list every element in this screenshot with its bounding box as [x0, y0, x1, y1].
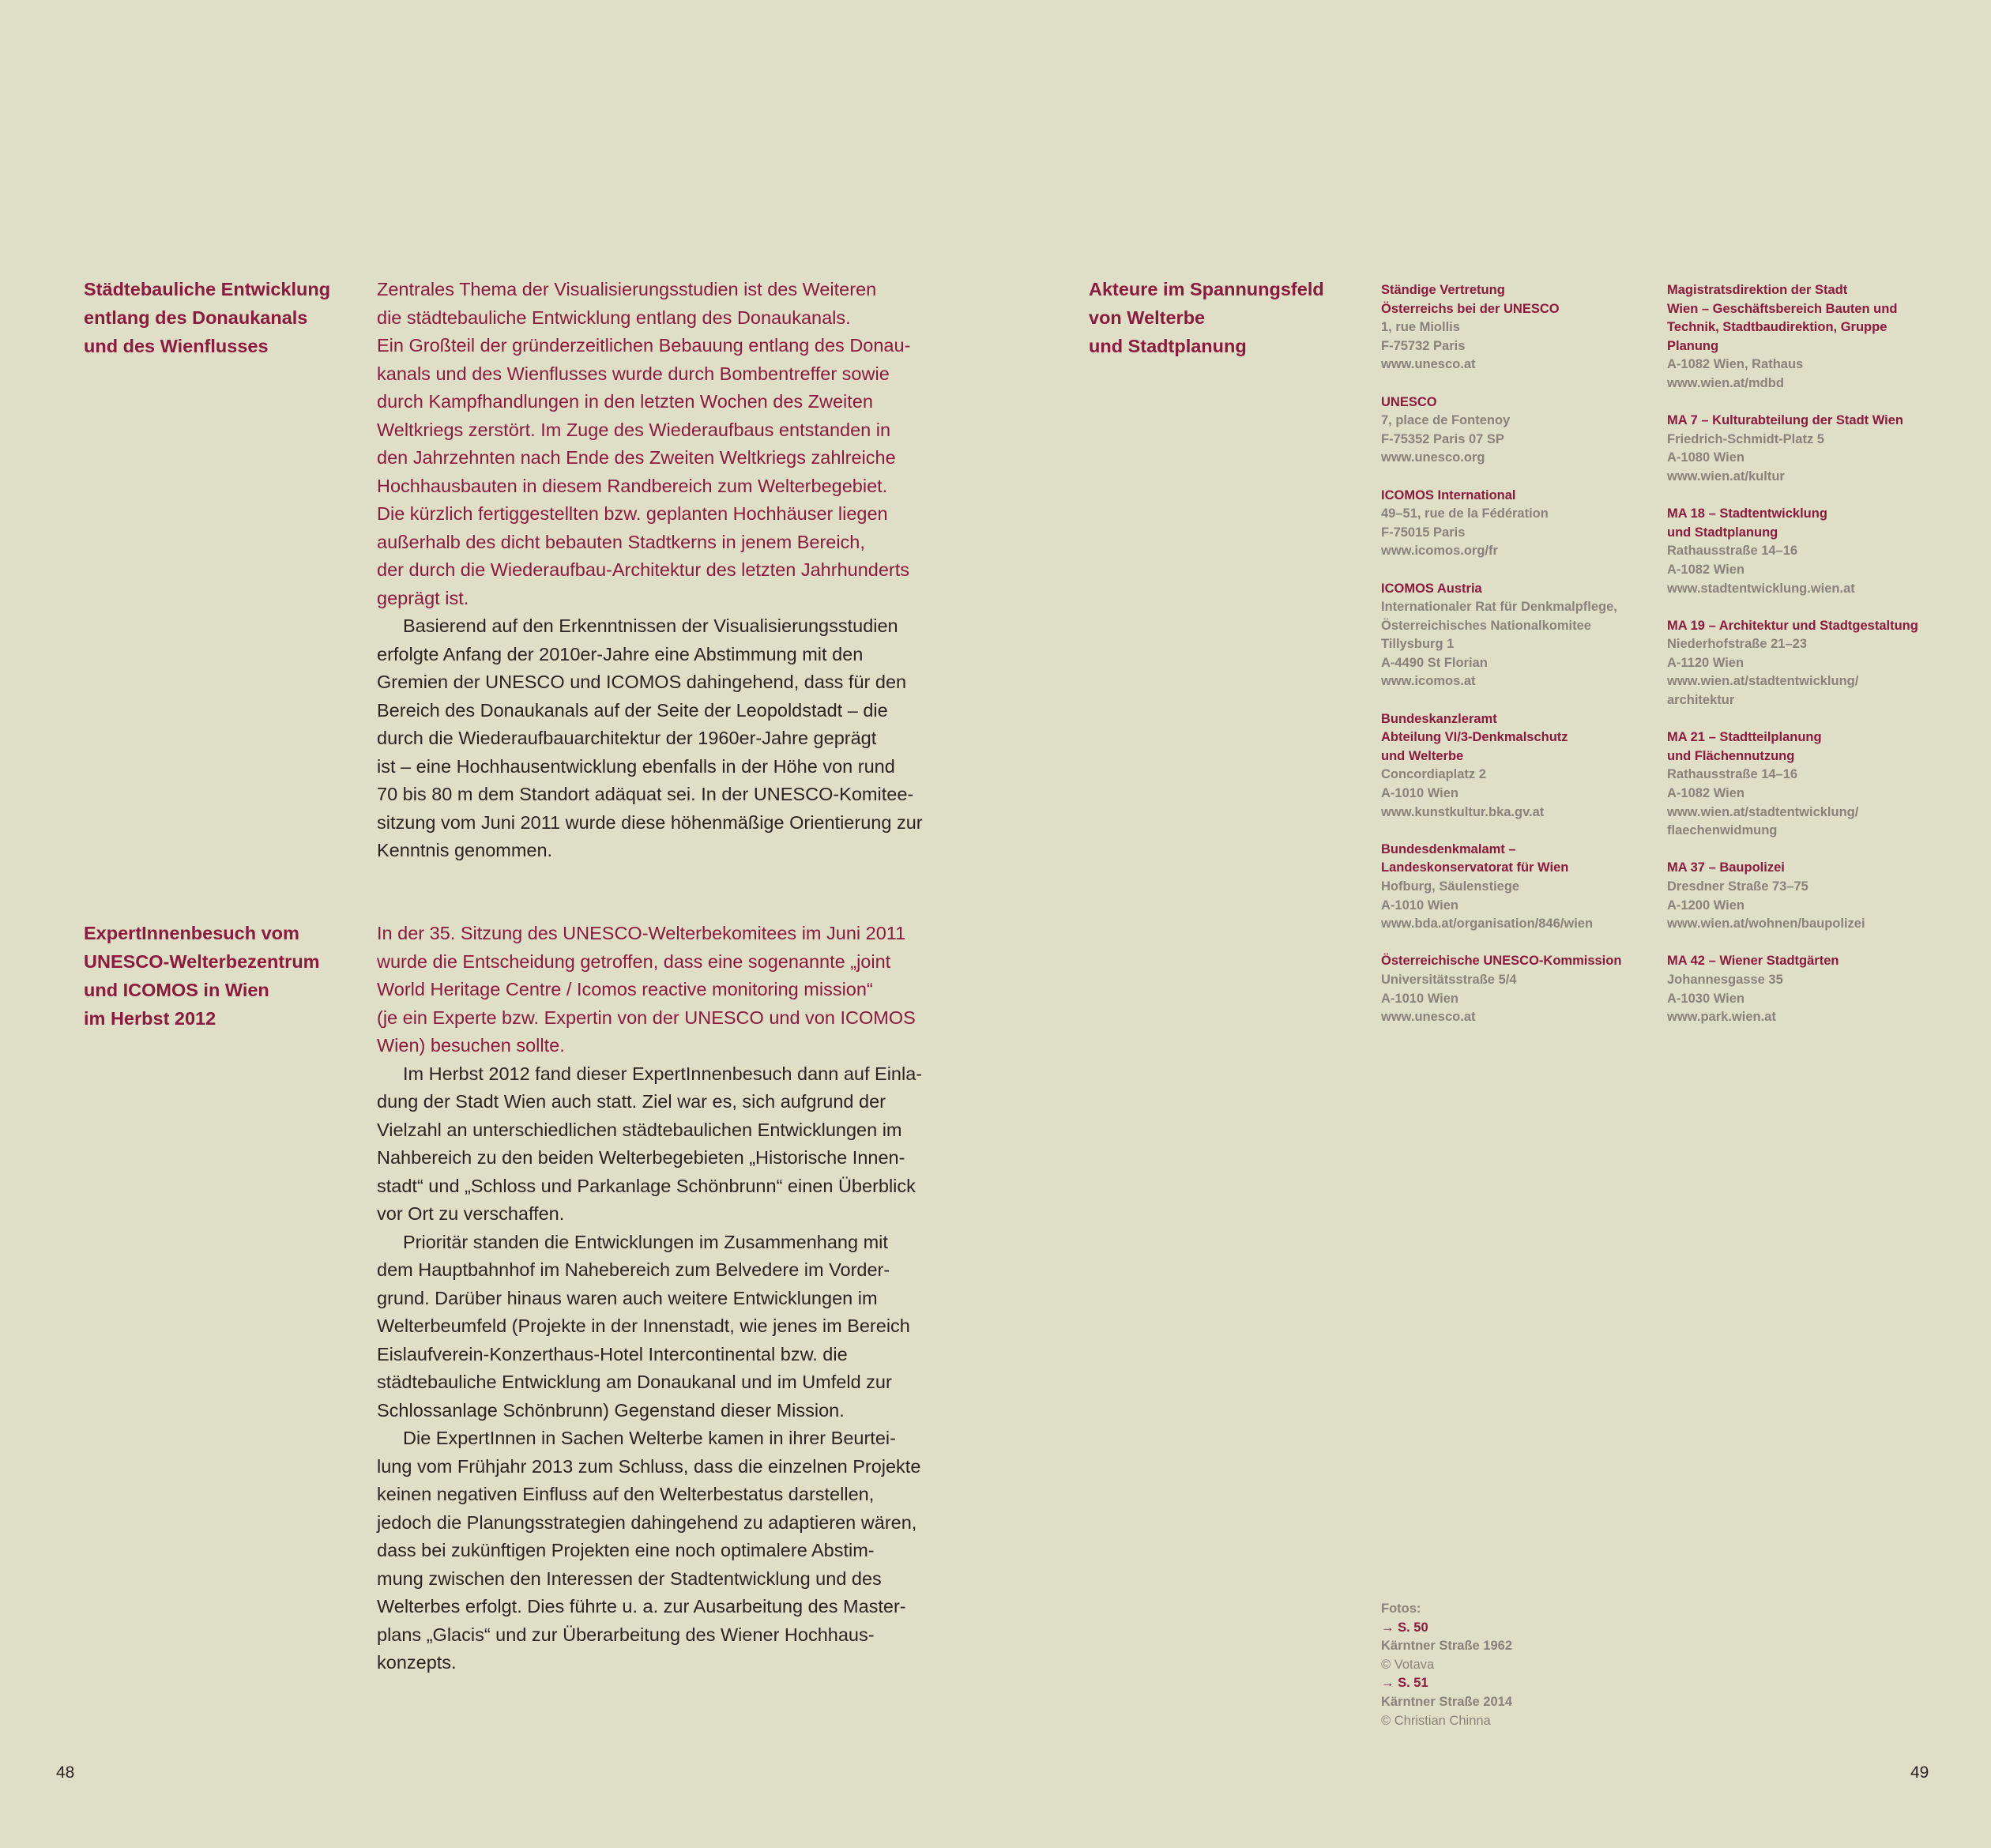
section2-paragraph-1: Im Herbst 2012 fand dieser ExpertInnenbesuch dann auf Einla- dung der Stadt Wien auch statt. Ziel war es, sich aufgrund der Vielzahl an unterschiedlichen städtebaulichen Entwicklungen im Nahbereich zu den beiden Welterbegebieten „Historische Innen- stadt“ und „Schloss und Parkanlage Schönbrunn“ einen Überblick vor Ort zu verschaffen. [377, 1063, 923, 1224]
arrow-right-icon: → [1381, 1676, 1398, 1691]
contacts-column-1 [1381, 281, 1621, 1027]
section2-intro: In der 35. Sitzung des UNESCO-Welterbekomitees im Juni 2011 wurde die Entscheidung getroffen, dass eine sogenannte „joint World Heritage Centre / Icomos reactive monitoring mission“ (je ein Experte bzw. Expertin von der UNESCO und von ICOMOS Wien) besuchen sollte. [377, 923, 916, 1056]
contact-entry: ICOMOS International 49–51, rue de la Fédération F-75015 Paris www.icomos.org/fr [1381, 487, 1621, 561]
contact-entry: Bundeskanzleramt Abteilung VI/3-Denkmalschutz und Welterbe Concordiaplatz 2 A-1010 Wien www.kunstkultur.bka.gv.at [1381, 710, 1621, 822]
contacts-column-2 [1667, 281, 1918, 1027]
contact-link[interactable]: www.unesco.at [1381, 357, 1476, 372]
credit-ref[interactable]: → S. 51 [1381, 1676, 1428, 1691]
contact-link[interactable]: www.park.wien.at [1667, 1010, 1776, 1025]
photo-credits: Fotos: → S. 50 Kärntner Straße 1962 © Votava → S. 51 Kärntner Straße 2014 © Christian Chinna [1381, 1601, 1512, 1728]
actors-heading: Akteure im Spannungsfeld von Welterbe und Stadtplanung [1089, 279, 1324, 356]
contact-entry: MA 19 – Architektur und Stadtgestaltung Niederhofstraße 21–23 A-1120 Wien www.wien.at/stadtentwicklung/ architektur [1667, 618, 1918, 708]
contact-link[interactable]: www.unesco.at [1381, 1010, 1476, 1025]
section1-intro: Zentrales Thema der Visualisierungsstudien ist des Weiteren die städtebauliche Entwicklung entlang des Donaukanals. Ein Großteil der gründerzeitlichen Bebauung entlang des Donau- kanals und des Wienflusses wurde durch Bombentreffer sowie durch Kampfhandlungen in den letzten Wochen des Zweiten Weltkriegs zerstört. Im Zuge des Wiederaufbaus entstanden in den Jahrzehnten nach Ende des Zweiten Weltkriegs zahlreiche Hochhausbauten in diesem Randbereich zum Welterbegebiet. Die kürzlich fertiggestellten bzw. geplanten Hochhäuser liegen außerhalb des dicht bebauten Stadtkerns in jenem Bereich, der durch die Wiederaufbau-Architektur des letzten Jahrhunderts geprägt ist. [377, 279, 911, 608]
contact-link[interactable]: www.wien.at/stadtentwicklung/ [1667, 674, 1859, 689]
section2-paragraph-2: Prioritär standen die Entwicklungen im Zusammenhang mit dem Hauptbahnhof im Nahebereich zum Belvedere im Vorder- grund. Darüber hinaus waren auch weitere Entwicklungen im Welterbeumfeld (Projekte in der Innenstadt, wie jenes im Bereich Eislaufverein-Konzerthaus-Hotel Intercontinental bzw. die städtebauliche Entwicklung am Donaukanal und im Umfeld zur Schlossanlage Schönbrunn) Gegenstand dieser Mission. [377, 1231, 910, 1421]
arrow-right-icon: → [1381, 1620, 1398, 1635]
section2-heading: ExpertInnenbesuch vom UNESCO-Welterbezentrum und ICOMOS in Wien im Herbst 2012 [84, 923, 320, 1029]
contact-link[interactable]: www.wien.at/stadtentwicklung/ [1667, 804, 1859, 819]
section2-text [377, 920, 922, 1677]
contact-link[interactable]: www.wien.at/wohnen/baupolizei [1667, 916, 1865, 932]
page-number-left: 48 [56, 1763, 75, 1782]
contact-link[interactable]: www.wien.at/kultur [1667, 469, 1785, 484]
contact-link[interactable]: www.unesco.org [1381, 450, 1485, 465]
contact-entry: Ständige Vertretung Österreichs bei der UNESCO 1, rue Miollis F-75732 Paris www.unesco.at [1381, 281, 1621, 374]
contact-entry: Magistratsdirektion der Stadt Wien – Geschäftsbereich Bauten und Technik, Stadtbaudirektion, Gruppe Planung A-1082 Wien, Rathaus www.wien.at/mdbd [1667, 281, 1918, 393]
contact-entry: MA 21 – Stadtteilplanung und Flächennutzung Rathausstraße 14–16 A-1082 Wien www.wien.at/stadtentwicklung/ flaechenwidmung [1667, 728, 1918, 841]
contact-entry: MA 7 – Kulturabteilung der Stadt Wien Friedrich-Schmidt-Platz 5 A-1080 Wien www.wien.at/kultur [1667, 412, 1918, 486]
section2-paragraph-3: Die ExpertInnen in Sachen Welterbe kamen in ihrer Beurtei- lung vom Frühjahr 2013 zum Schluss, dass die einzelnen Projekte keinen negativen Einfluss auf den Welterbestatus darstellen, jedoch die Planungsstrategien dahingehend zu adaptieren wären, dass bei zukünftigen Projekten eine noch optimalere Abstim- mung zwischen den Interessen der Stadtentwicklung und des Welterbes erfolgt. Dies führte u. a. zur Ausarbeitung des Master- plans „Glacis“ und zur Überarbeitung des Wiener Hochhaus- konzepts. [377, 1428, 921, 1673]
contact-link[interactable]: www.wien.at/mdbd [1667, 375, 1784, 390]
contact-link[interactable]: www.icomos.at [1381, 674, 1476, 689]
section1-paragraph: Basierend auf den Erkenntnissen der Visualisierungsstudien erfolgte Anfang der 2010er-Jahre eine Abstimmung mit den Gremien der UNESCO und ICOMOS dahingehend, dass für den Bereich des Donaukanals auf der Seite der Leopoldstadt – die durch die Wiederaufbauarchitektur der 1960er-Jahre geprägt ist – eine Hochhausentwicklung ebenfalls in der Höhe von rund 70 bis 80 m dem Standort adäquat sei. In der UNESCO-Komitee- sitzung vom Juni 2011 wurde diese höhenmäßige Orientierung zur Kenntnis genommen. [377, 615, 923, 860]
contact-link[interactable]: www.icomos.org/fr [1381, 544, 1498, 559]
contact-link[interactable]: www.kunstkultur.bka.gv.at [1381, 804, 1545, 819]
section1-heading: Städtebauliche Entwicklung entlang des Donaukanals und des Wienflusses [84, 279, 331, 356]
page-number-right: 49 [1910, 1763, 1929, 1782]
contact-entry: Österreichische UNESCO-Kommission Universitätsstraße 5/4 A-1010 Wien www.unesco.at [1381, 952, 1621, 1026]
contact-entry: MA 37 – Baupolizei Dresdner Straße 73–75 A-1200 Wien www.wien.at/wohnen/baupolizei [1667, 859, 1918, 933]
contact-entry: Bundesdenkmalamt – Landeskonservatorat für Wien Hofburg, Säulenstiege A-1010 Wien www.bda.at/organisation/846/wien [1381, 841, 1621, 934]
credit-ref[interactable]: → S. 50 [1381, 1620, 1428, 1635]
contact-entry: ICOMOS Austria Internationaler Rat für Denkmalpflege, Österreichisches Nationalkomitee Tillysburg 1 A-4490 St Florian www.icomos.at [1381, 580, 1621, 692]
contact-link[interactable]: www.stadtentwicklung.wien.at [1667, 581, 1855, 596]
contact-link[interactable]: www.bda.at/organisation/846/wien [1381, 916, 1594, 932]
section1-text [377, 276, 923, 865]
contact-entry: MA 18 – Stadtentwicklung und Stadtplanung Rathausstraße 14–16 A-1082 Wien www.stadtentwicklung.wien.at [1667, 505, 1918, 598]
contact-entry: UNESCO 7, place de Fontenoy F-75352 Paris 07 SP www.unesco.org [1381, 393, 1621, 468]
contact-entry: MA 42 – Wiener Stadtgärten Johannesgasse 35 A-1030 Wien www.park.wien.at [1667, 952, 1918, 1026]
